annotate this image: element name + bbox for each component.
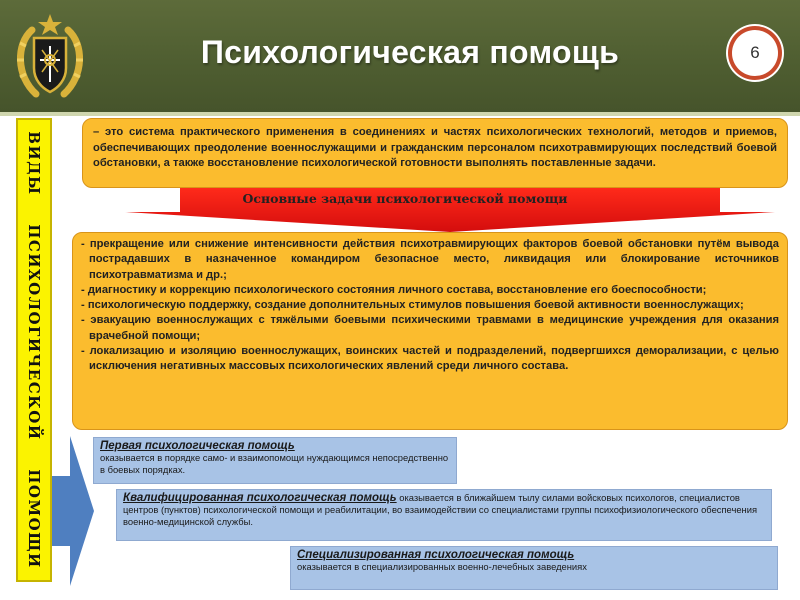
military-emblem-icon <box>12 10 88 106</box>
page-number-badge <box>732 30 778 76</box>
tasks-banner-text: Основные задачи психологической помощи <box>242 191 568 206</box>
specialized-aid-description: оказывается в специализированных военно-лечебных заведениях <box>297 561 587 572</box>
task-item: - эвакуацию военнослужащих с тяжёлыми боевыми психическими травмами в медицинские учреждения для оказания врачебной помощи; <box>81 314 779 342</box>
task-item: - диагностику и коррекцию психологического состояния личного состава, восстановление его боеспособности; <box>81 283 707 296</box>
page-title: Психологическая помощь <box>200 34 620 70</box>
header-divider <box>0 112 800 116</box>
qualified-aid-title: Квалифицированная психологическая помощь <box>123 492 397 504</box>
first-aid-title: Первая психологическая помощь <box>100 440 295 452</box>
qualified-aid-box <box>116 489 772 541</box>
qualified-aid-description: оказывается в ближайшем тылу силами войсковых психологов, специалистов центров (пунктов) психологической помощи и реабилитации, во взаимодействии со специалистами группы психофизиологического обеспечения военно-медицинской службы. <box>123 492 758 527</box>
task-item: - психологическую поддержку, создание дополнительных стимулов повышения боевой активности военнослужащих; <box>81 299 744 312</box>
side-label: ВИДЫ ПСИХОЛОГИЧЕСКОЙ ПОМОЩИ <box>25 131 43 569</box>
right-arrow-icon <box>50 436 96 586</box>
definition-box <box>82 118 788 188</box>
task-item: - прекращение или снижение интенсивности действия психотравмирующих факторов боевой обстановки путём вывода пострадавших в назначенное командиром безопасное место, ликвидация или блокирование источников психотравматизма и др.; <box>81 238 779 281</box>
tasks-box <box>72 232 788 430</box>
task-item: - локализацию и изоляцию военнослужащих, воинских частей и подразделений, подвергшихся деморализации, с целью исключения негативных массовых психологических явлений среди личного состава. <box>81 345 779 373</box>
specialized-aid-box <box>290 546 778 590</box>
side-label-box <box>16 118 52 582</box>
definition-text: – это система практического применения в соединениях и частях психологических технологий, методов и приемов, обеспечивающих преодоление военнослужащими и гражданским персоналом психотравмирующих последствий боевой обстановки, а также восстановление психологической готовности выполнять поставленные задачи. <box>93 126 777 169</box>
specialized-aid-title: Специализированная психологическая помощь <box>297 549 575 561</box>
first-aid-description: оказывается в порядке само- и взаимопомощи нуждающимся непосредственно в боевых порядках. <box>100 452 449 475</box>
page-number: 6 <box>750 43 760 62</box>
first-aid-box <box>93 437 457 484</box>
